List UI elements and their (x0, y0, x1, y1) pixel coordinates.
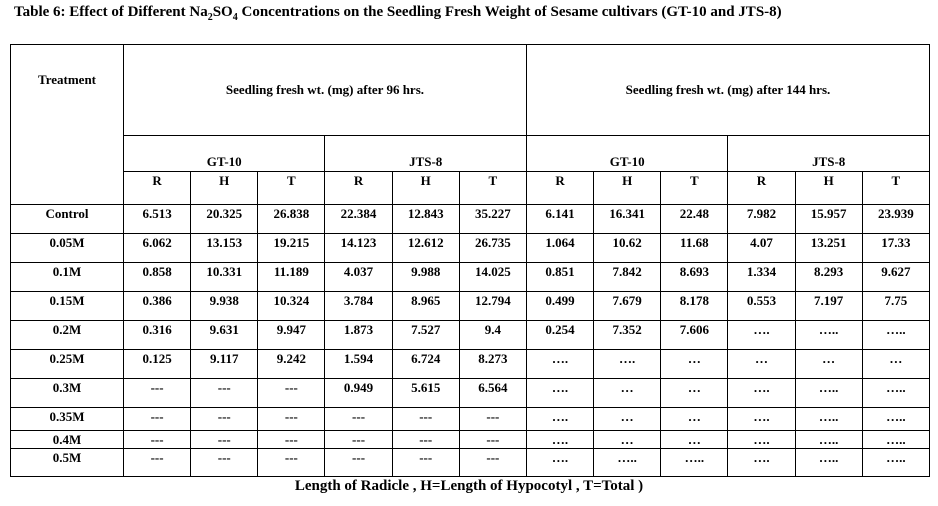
treatment-header-spacer (11, 135, 124, 171)
column-header-r: R (526, 171, 593, 204)
value-cell: 26.735 (459, 233, 526, 262)
value-cell: 8.178 (661, 291, 728, 320)
table-title (14, 4, 782, 23)
value-cell: 0.316 (124, 320, 191, 349)
cultivar-header: JTS-8 (728, 135, 930, 171)
value-cell: --- (191, 430, 258, 448)
value-cell: 16.341 (594, 204, 661, 233)
treatment-cell: 0.3M (11, 378, 124, 407)
value-cell: 14.123 (325, 233, 392, 262)
value-cell: ….. (862, 407, 929, 430)
value-cell: --- (459, 448, 526, 476)
value-cell: --- (124, 430, 191, 448)
value-cell: … (661, 430, 728, 448)
data-table (10, 44, 930, 477)
table-row (11, 448, 930, 476)
value-cell: 4.07 (728, 233, 795, 262)
value-cell: --- (392, 407, 459, 430)
value-cell: 9.631 (191, 320, 258, 349)
treatment-cell: 0.2M (11, 320, 124, 349)
value-cell: …. (526, 407, 593, 430)
value-cell: --- (459, 407, 526, 430)
table-row (11, 291, 930, 320)
table-row (11, 430, 930, 448)
value-cell: …. (728, 407, 795, 430)
value-cell: --- (392, 430, 459, 448)
value-cell: … (594, 407, 661, 430)
value-cell: --- (258, 407, 325, 430)
value-cell: 0.125 (124, 349, 191, 378)
title-mid: SO (212, 4, 233, 20)
table-row (11, 204, 930, 233)
header-row-2 (11, 135, 930, 171)
value-cell: 20.325 (191, 204, 258, 233)
value-cell: 7.352 (594, 320, 661, 349)
value-cell: 6.724 (392, 349, 459, 378)
value-cell: …. (728, 430, 795, 448)
value-cell: ….. (795, 320, 862, 349)
value-cell: --- (392, 448, 459, 476)
value-cell: 8.273 (459, 349, 526, 378)
treatment-header-spacer (11, 171, 124, 204)
column-header-t: T (661, 171, 728, 204)
value-cell: 0.254 (526, 320, 593, 349)
value-cell: 26.838 (258, 204, 325, 233)
column-header-h: H (191, 171, 258, 204)
treatment-cell: 0.05M (11, 233, 124, 262)
value-cell: 8.293 (795, 262, 862, 291)
value-cell: …. (728, 448, 795, 476)
value-cell: … (661, 407, 728, 430)
value-cell: 1.873 (325, 320, 392, 349)
value-cell: 6.564 (459, 378, 526, 407)
treatment-cell: 0.35M (11, 407, 124, 430)
header-row-1 (11, 45, 930, 136)
value-cell: 1.334 (728, 262, 795, 291)
value-cell: 12.843 (392, 204, 459, 233)
value-cell: 11.68 (661, 233, 728, 262)
value-cell: 6.062 (124, 233, 191, 262)
value-cell: …. (526, 448, 593, 476)
value-cell: 0.386 (124, 291, 191, 320)
value-cell: … (661, 349, 728, 378)
table-row (11, 349, 930, 378)
column-header-h: H (795, 171, 862, 204)
value-cell: 22.384 (325, 204, 392, 233)
value-cell: 10.62 (594, 233, 661, 262)
table-row (11, 262, 930, 291)
value-cell: 9.4 (459, 320, 526, 349)
value-cell: 0.553 (728, 291, 795, 320)
value-cell: 35.227 (459, 204, 526, 233)
treatment-cell: 0.25M (11, 349, 124, 378)
value-cell: … (594, 430, 661, 448)
value-cell: --- (191, 378, 258, 407)
title-prefix: Table 6: Effect of Different Na (14, 4, 208, 20)
value-cell: 23.939 (862, 204, 929, 233)
column-header-h: H (392, 171, 459, 204)
treatment-cell: 0.15M (11, 291, 124, 320)
cultivar-header: GT-10 (124, 135, 325, 171)
header-row-3 (11, 171, 930, 204)
group-header-144: Seedling fresh wt. (mg) after 144 hrs. (526, 45, 929, 136)
value-cell: ….. (862, 430, 929, 448)
cultivar-header: GT-10 (526, 135, 727, 171)
title-sub-4: 4 (232, 12, 238, 23)
title-sub-2: 2 (207, 12, 213, 23)
value-cell: 9.947 (258, 320, 325, 349)
value-cell: 9.627 (862, 262, 929, 291)
cultivar-header: JTS-8 (325, 135, 526, 171)
value-cell: 19.215 (258, 233, 325, 262)
treatment-header: Treatment (11, 45, 124, 136)
value-cell: … (594, 378, 661, 407)
value-cell: … (661, 378, 728, 407)
value-cell: --- (258, 448, 325, 476)
value-cell: 6.513 (124, 204, 191, 233)
value-cell: 7.606 (661, 320, 728, 349)
value-cell: 0.851 (526, 262, 593, 291)
table-row (11, 407, 930, 430)
table-row (11, 233, 930, 262)
value-cell: …. (526, 430, 593, 448)
column-header-r: R (325, 171, 392, 204)
value-cell: --- (325, 448, 392, 476)
value-cell: 6.141 (526, 204, 593, 233)
value-cell: ….. (661, 448, 728, 476)
value-cell: --- (124, 378, 191, 407)
value-cell: ….. (795, 448, 862, 476)
value-cell: …. (728, 378, 795, 407)
value-cell: --- (325, 430, 392, 448)
value-cell: … (728, 349, 795, 378)
value-cell: 7.982 (728, 204, 795, 233)
value-cell: --- (191, 407, 258, 430)
value-cell: 0.499 (526, 291, 593, 320)
value-cell: 9.117 (191, 349, 258, 378)
value-cell: --- (124, 407, 191, 430)
value-cell: 8.693 (661, 262, 728, 291)
value-cell: 12.612 (392, 233, 459, 262)
column-header-r: R (728, 171, 795, 204)
value-cell: ….. (862, 320, 929, 349)
value-cell: ….. (795, 407, 862, 430)
value-cell: 10.331 (191, 262, 258, 291)
table-row (11, 320, 930, 349)
value-cell: 7.527 (392, 320, 459, 349)
value-cell: 7.197 (795, 291, 862, 320)
value-cell: 11.189 (258, 262, 325, 291)
value-cell: 10.324 (258, 291, 325, 320)
value-cell: ….. (862, 448, 929, 476)
value-cell: … (862, 349, 929, 378)
value-cell: --- (191, 448, 258, 476)
treatment-cell: Control (11, 204, 124, 233)
value-cell: ….. (795, 430, 862, 448)
value-cell: 5.615 (392, 378, 459, 407)
value-cell: …. (594, 349, 661, 378)
value-cell: 8.965 (392, 291, 459, 320)
value-cell: …. (526, 349, 593, 378)
column-header-t: T (862, 171, 929, 204)
value-cell: --- (325, 407, 392, 430)
value-cell: 0.949 (325, 378, 392, 407)
column-header-t: T (258, 171, 325, 204)
value-cell: 13.251 (795, 233, 862, 262)
value-cell: --- (459, 430, 526, 448)
value-cell: 13.153 (191, 233, 258, 262)
treatment-cell: 0.5M (11, 448, 124, 476)
group-header-96: Seedling fresh wt. (mg) after 96 hrs. (124, 45, 527, 136)
value-cell: …. (526, 378, 593, 407)
title-suffix: Concentrations on the Seedling Fresh Weight of Sesame cultivars (GT-10 and JTS-8) (237, 4, 782, 20)
value-cell: 0.858 (124, 262, 191, 291)
value-cell: 9.242 (258, 349, 325, 378)
table-caption: Length of Radicle , H=Length of Hypocotyl , T=Total ) (294, 478, 644, 494)
value-cell: ….. (594, 448, 661, 476)
value-cell: 22.48 (661, 204, 728, 233)
value-cell: --- (258, 378, 325, 407)
value-cell: 12.794 (459, 291, 526, 320)
value-cell: ….. (862, 378, 929, 407)
value-cell: 9.988 (392, 262, 459, 291)
value-cell: 7.75 (862, 291, 929, 320)
value-cell: 3.784 (325, 291, 392, 320)
value-cell: 7.679 (594, 291, 661, 320)
treatment-cell: 0.1M (11, 262, 124, 291)
value-cell: 1.594 (325, 349, 392, 378)
value-cell: 15.957 (795, 204, 862, 233)
value-cell: 4.037 (325, 262, 392, 291)
treatment-cell: 0.4M (11, 430, 124, 448)
value-cell: --- (124, 448, 191, 476)
value-cell: 17.33 (862, 233, 929, 262)
value-cell: ….. (795, 378, 862, 407)
value-cell: 9.938 (191, 291, 258, 320)
value-cell: 7.842 (594, 262, 661, 291)
value-cell: 14.025 (459, 262, 526, 291)
column-header-h: H (594, 171, 661, 204)
value-cell: 1.064 (526, 233, 593, 262)
column-header-r: R (124, 171, 191, 204)
value-cell: --- (258, 430, 325, 448)
value-cell: …. (728, 320, 795, 349)
table-row (11, 378, 930, 407)
column-header-t: T (459, 171, 526, 204)
value-cell: … (795, 349, 862, 378)
